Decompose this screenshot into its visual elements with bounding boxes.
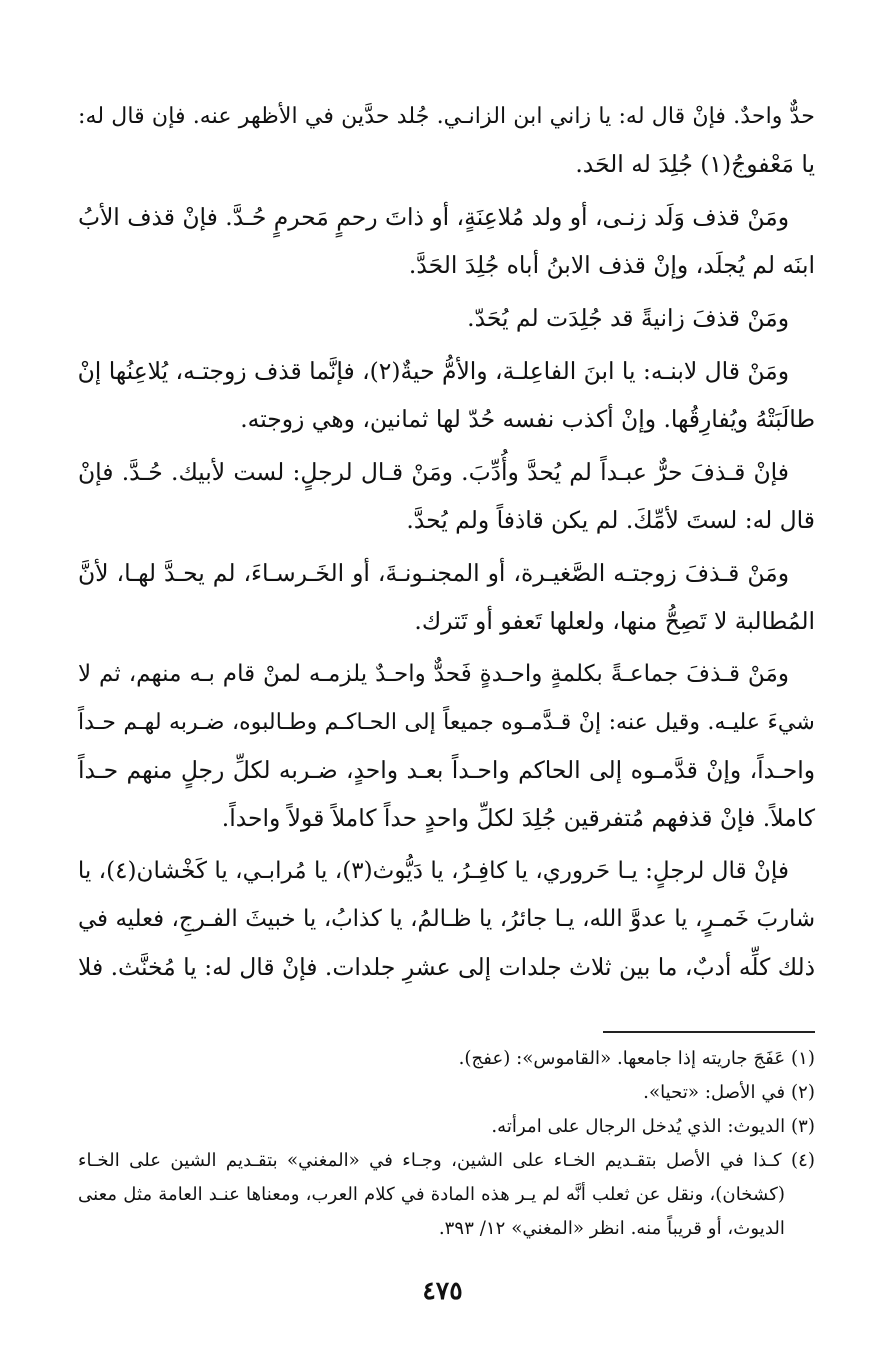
text-line: حدٌّ واحدٌ. فإنْ قال له: يا زاني ابن الزانـي. جُلد حدَّين في الأظهر عنه. فإن قال له: — [78, 103, 815, 129]
text-line: المُطالبة لا تَصِحُّ منها، ولعلها تَعفو أو تَترك. — [414, 607, 815, 635]
footnote-continuation: (كشخان)، ونقل عن ثعلب أنَّه لم يـر هذه المادة في كلام العرب، ومعناها عنـد العامة مثل معنى — [78, 1184, 785, 1205]
paragraph — [78, 448, 815, 544]
paragraph — [78, 847, 815, 991]
page-number: ٤٧٥ — [422, 1276, 463, 1305]
paragraph — [78, 650, 815, 842]
footnote: (٤) كـذا في الأصل بتقـديم الخـاء على الشين، وجـاء في «المغني» بتقـديم الشين على الخـاء — [78, 1150, 815, 1171]
text-line: فإنْ قال لرجلٍ: يـا حَروري، يا كافِـرُ، يا دَيُّوث(٣)، يا مُرابـي، يا كَخْشان(٤)، يا — [77, 858, 789, 884]
text-line: شيءَ عليـه. وقيل عنه: إنْ قـدَّمـوه جميعاً إلى الحـاكـم وطـالبوه، ضـربه لهـم حـداً — [78, 709, 815, 735]
text-line: يا مَعْفوجُ(١) جُلِدَ له الحَد. — [575, 150, 815, 178]
footnotes — [78, 1042, 815, 1246]
text-line: ومَنْ قذف وَلَد زنـى، أو ولد مُلاعِنَةٍ، أو ذاتَ رحمٍ مَحرمٍ حُـدَّ. فإنْ قذف الأبُ — [77, 203, 789, 231]
paragraph — [78, 294, 815, 342]
text-line: ومَنْ قـذفَ جماعـةً بكلمةٍ واحـدةٍ فَحدٌّ واحـدٌ يلزمـه لمنْ قام بـه منهم، ثم لا — [78, 661, 789, 687]
paragraph — [78, 347, 815, 443]
footnote: (٣) الديوث: الذي يُدخل الرجال على امرأته. — [491, 1116, 815, 1137]
text-line: شاربَ خَمـرٍ، يا عدوَّ الله، يـا جائرُ، يا ظـالمُ، يا كذابُ، يا خبيثَ الفـرجِ، فعليه في — [78, 906, 815, 932]
paragraph — [78, 92, 815, 188]
footnote-continuation: الديوث، أو قريباً منه. انظر «المغني» ١٢/ ٣٩٣. — [438, 1218, 785, 1239]
text-line: ومَنْ قال لابنـه: يا ابنَ الفاعِلـة، والأمُّ حيةٌ(٢)، فإنَّما قذف زوجتـه، يُلاعِنُها إنْ — [77, 357, 789, 385]
main-text — [78, 92, 815, 996]
text-line: ذلك كلِّه أدبٌ، ما بين ثلاث جلدات إلى عشرِ جلدات. فإنْ قال له: يا مُخنَّث. فلا — [78, 953, 815, 981]
text-line: ومَنْ قـذفَ زوجتـه الصَّغيـرة، أو المجنـونـةَ، أو الخَـرسـاءَ، لم يحـدَّ لهـا، لأنَّ — [78, 559, 789, 587]
text-line: فإنْ قـذفَ حرٌّ عبـداً لم يُحدَّ وأُدِّبَ. ومَنْ قـال لرجلٍ: لست لأبيك. حُـدَّ. فإنْ — [78, 458, 789, 486]
text-line: ابنَه لم يُجلَد، وإنْ قذف الابنُ أباه جُلِدَ الحَدَّ. — [408, 251, 815, 279]
paragraph — [78, 549, 815, 645]
paragraph — [78, 193, 815, 289]
text-line: كاملاً. فإنْ قذفهم مُتفرقين جُلِدَ لكلِّ واحدٍ حداً كاملاً قولاً واحداً. — [221, 804, 815, 832]
footnote-divider — [603, 1031, 815, 1033]
text-line: طالَبَتْهُ ويُفارِقُها. وإنْ أكذب نفسه حُدّ لها ثمانين، وهي زوجته. — [240, 405, 815, 433]
text-line: قال له: لستَ لأمِّكَ. لم يكن قاذفاً ولم يُحدَّ. — [406, 506, 815, 534]
footnote: (٢) في الأصل: «تحيا». — [643, 1082, 815, 1103]
footnote: (١) عَفَجَ جاريته إذا جامعها. «القاموس»: (عفج). — [458, 1048, 815, 1069]
text-line: ومَنْ قذفَ زانيةً قد جُلِدَت لم يُحَدّ. — [467, 304, 789, 332]
text-line: واحـداً، وإنْ قدَّمـوه إلى الحاكم واحـداً بعـد واحدٍ، ضـربه لكلِّ رجلٍ منهم حـداً — [78, 756, 815, 784]
